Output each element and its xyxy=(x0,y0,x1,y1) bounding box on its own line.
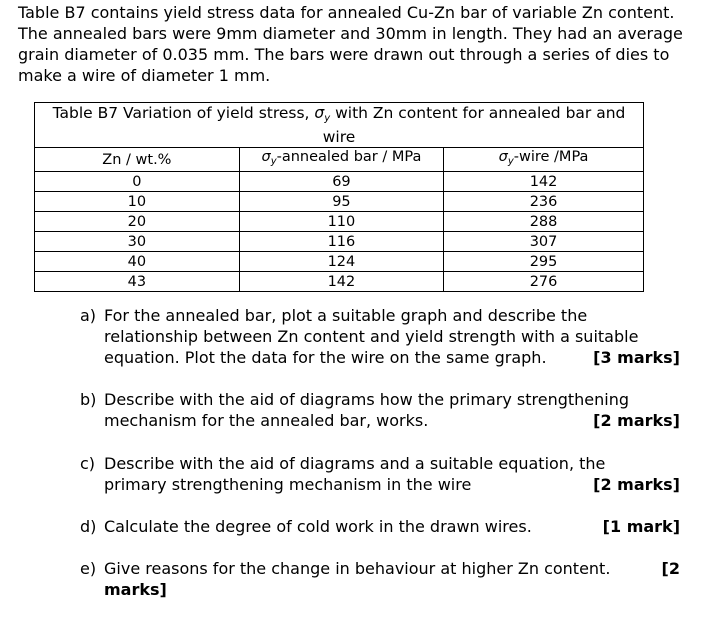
question-d-line1: Calculate the degree of cold work in the drawn wires. xyxy=(104,517,532,536)
header-annealed-sub: y xyxy=(270,156,277,167)
intro-paragraph: Table B7 contains yield stress data for annealed Cu-Zn bar of variable Zn content. The annealed bars were 9mm diameter and 30mm in length. They had an average grain diameter of 0.035 mm. The bars were drawn out through a series of dies to make a wire of diameter 1 mm. xyxy=(18,3,683,85)
cell-zn: 10 xyxy=(35,192,239,212)
caption-prefix: Table B7 Variation of yield stress, xyxy=(52,104,315,122)
question-e-line1-row xyxy=(104,558,680,579)
question-e-letter: e) xyxy=(80,559,97,578)
cell-wire: 307 xyxy=(444,232,643,252)
question-a-line2: relationship between Zn content and yield strength with a suitable xyxy=(104,327,639,346)
question-b-line1: Describe with the aid of diagrams how the primary strengthening xyxy=(104,390,629,409)
question-e-marks-part2: marks] xyxy=(104,580,167,599)
question-e-line1: Give reasons for the change in behaviour at higher Zn content. xyxy=(104,559,611,578)
caption-sub: y xyxy=(324,113,331,124)
question-d-letter: d) xyxy=(80,517,97,536)
question-c xyxy=(80,453,680,495)
caption-sigma: σ xyxy=(314,104,325,122)
question-a-marks: [3 marks] xyxy=(593,348,680,367)
cell-zn: 43 xyxy=(35,272,239,292)
question-d xyxy=(80,516,680,537)
cell-annealed: 116 xyxy=(239,232,443,252)
question-b xyxy=(80,389,680,431)
question-b-line2-row xyxy=(104,410,680,431)
table-row xyxy=(35,272,643,292)
question-a xyxy=(80,305,680,368)
question-a-letter: a) xyxy=(80,306,97,325)
question-a-line3-row xyxy=(104,347,680,368)
table-caption xyxy=(35,103,643,147)
cell-wire: 295 xyxy=(444,252,643,272)
header-annealed-sigma: σ xyxy=(261,149,271,165)
question-e xyxy=(80,558,680,600)
header-wire-sub: y xyxy=(507,156,514,167)
header-wire xyxy=(444,148,643,172)
cell-zn: 30 xyxy=(35,232,239,252)
cell-annealed: 142 xyxy=(239,272,443,292)
data-table xyxy=(35,147,643,291)
question-d-marks: [1 mark] xyxy=(602,517,680,536)
cell-wire: 276 xyxy=(444,272,643,292)
question-b-line2: mechanism for the annealed bar, works. xyxy=(104,411,429,430)
cell-annealed: 69 xyxy=(239,172,443,192)
cell-zn: 0 xyxy=(35,172,239,192)
cell-annealed: 110 xyxy=(239,212,443,232)
header-wire-sigma: σ xyxy=(498,149,508,165)
cell-wire: 288 xyxy=(444,212,643,232)
question-b-marks: [2 marks] xyxy=(593,411,680,430)
cell-zn: 40 xyxy=(35,252,239,272)
table-row xyxy=(35,172,643,192)
cell-annealed: 95 xyxy=(239,192,443,212)
header-annealed xyxy=(239,148,443,172)
question-c-line2: primary strengthening mechanism in the wire xyxy=(104,475,472,494)
caption-suffix: with Zn content for annealed bar and wire xyxy=(322,104,626,146)
question-a-line1: For the annealed bar, plot a suitable graph and describe the xyxy=(104,306,588,325)
question-c-marks: [2 marks] xyxy=(593,475,680,494)
question-c-line2-row xyxy=(104,474,680,495)
table-row xyxy=(35,232,643,252)
table-header-row xyxy=(35,148,643,172)
cell-annealed: 124 xyxy=(239,252,443,272)
question-b-letter: b) xyxy=(80,390,97,409)
header-annealed-label: -annealed bar / MPa xyxy=(276,149,422,165)
cell-zn: 20 xyxy=(35,212,239,232)
cell-wire: 236 xyxy=(444,192,643,212)
header-zn: Zn / wt.% xyxy=(35,148,239,172)
question-a-line3: equation. Plot the data for the wire on the same graph. xyxy=(104,348,547,367)
question-c-line1: Describe with the aid of diagrams and a suitable equation, the xyxy=(104,454,606,473)
question-c-letter: c) xyxy=(80,454,96,473)
cell-wire: 142 xyxy=(444,172,643,192)
yield-stress-table xyxy=(34,102,644,292)
table-row xyxy=(35,252,643,272)
table-row xyxy=(35,212,643,232)
table-row xyxy=(35,192,643,212)
header-wire-label: -wire /MPa xyxy=(513,149,589,165)
question-e-marks-part1: [2 xyxy=(661,559,680,578)
